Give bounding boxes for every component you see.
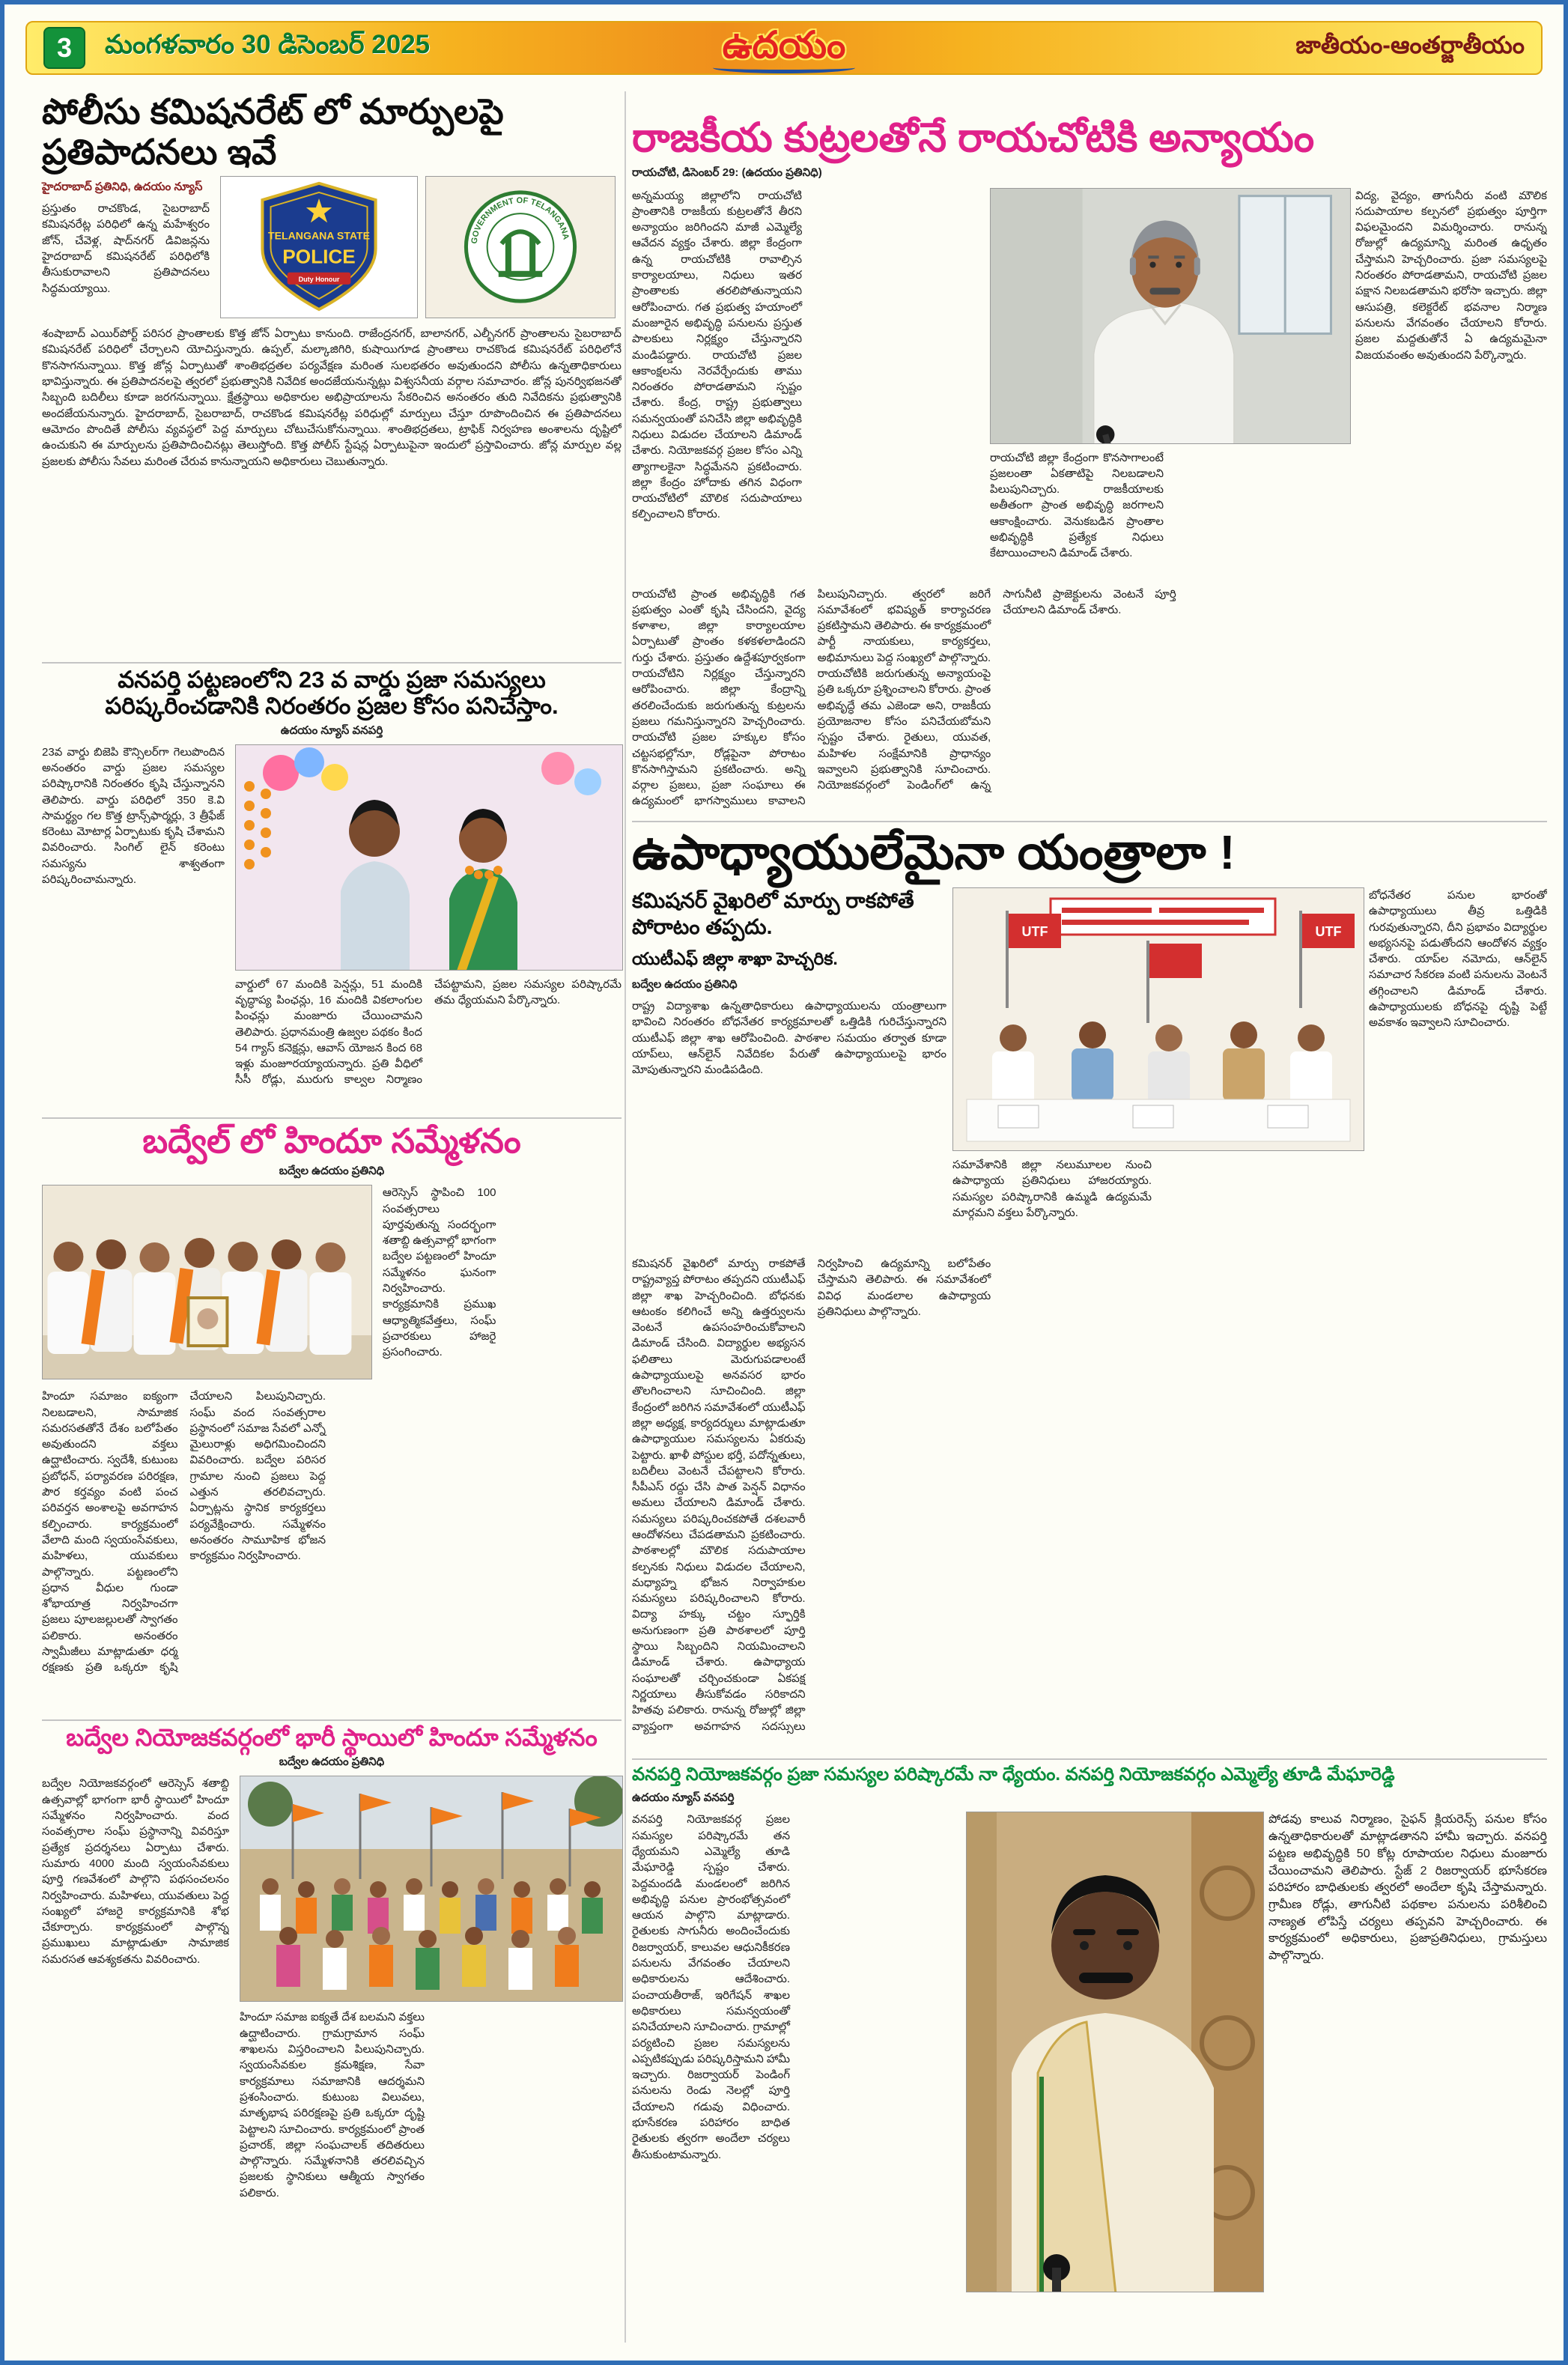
- byline: బద్వేల ఉదయం ప్రతినిధి: [632, 977, 738, 991]
- article-police-commissionerate: [42, 91, 622, 661]
- article-body: పోడవు కాలువ నిర్మాణం, సైఫన్ క్లియరెన్స్ పనుల కోసం ఉన్నతాధికారులతో మాట్లాడతానని హామీ ఇచ్చారు. వనపర్తి పట్టణ అభివృద్ధికి 50 కోట్ల రూపాయల నిధులు మంజూరు చేయించామని తెలిపారు. స్టేజ్ 2 రిజర్వాయర్ భూసేకరణ పరిహారం బాధితులకు త్వరలో అందేలా కృషి చేస్తామన్నారు. గ్రామీణ రోడ్లు, తాగునీటి పథకాల పనులను పరిశీలించి నాణ్యత లోపిస్తే చర్యలు తప్పవని హెచ్చరించారు. ఈ కార్యక్రమంలో అధికారులు, ప్రజాప్రతినిధులు, గ్రామస్తులు పాల్గొన్నారు.: [1268, 1813, 1547, 1963]
- photo-procession-image: [240, 1776, 622, 2001]
- byline: ఉదయం న్యూస్ వనపర్తి: [280, 723, 383, 737]
- article-body: వార్డులో 67 మందికి పెన్షన్లు, 51 మందికి వృద్ధాప్య పింఛన్లు, 16 మందికి వికలాంగుల పింఛన్లు మంజూరు చేయించామని తెలిపారు. ప్రధానమంత్రి ఉజ్వల పథకం కింద 54 గ్యాస్ కనెక్షన్లు, ఆవాస్ యోజన కింద 68 ఇళ్లు మంజూరయ్యాయన్నారు. ప్రతి వీధిలో సీసీ రోడ్లు, మురుగు కాల్వల నిర్మాణం చేపట్టామని, ప్రజల సమస్యల పరిష్కారమే తమ ధ్యేయమని పేర్కొన్నారు.: [235, 977, 622, 1087]
- article-rayachoti-injustice: [632, 115, 1547, 818]
- article-body: విద్య, వైద్యం, తాగునీరు వంటి మౌలిక సదుపాయాల కల్పనలో ప్రభుత్వం పూర్తిగా విఫలమైందని విమర్శించారు. రానున్న రోజుల్లో ఉద్యమాన్ని మరింత ఉధృతం చేస్తామని హెచ్చరించారు. ప్రజా సమస్యలపై నిరంతరం పోరాడతామని, రాయచోటి ప్రజల పక్షాన నిలబడతామని భరోసా ఇచ్చారు. జిల్లా ఆసుపత్రి, కలెక్టరేట్ భవనాల నిర్మాణ పనులను వేగవంతం చేయాలని కోరారు. ప్రజల మద్దతుతోనే ఏ ఉద్యమమైనా విజయవంతం అవుతుందని పేర్కొన్నారు.: [1355, 189, 1547, 362]
- section-rule: [42, 1117, 622, 1119]
- headline: పోలీసు కమిషనరేట్ లో మార్పులపై ప్రతిపాదనలు ఇవే: [42, 91, 504, 171]
- article-body: హిందూ సమాజ ఐక్యతే దేశ బలమని వక్తలు ఉద్ఘాటించారు. గ్రామగ్రామాన సంఘ్ శాఖలను విస్తరించాలని పిలుపునిచ్చారు. స్వయంసేవకుల క్రమశిక్షణ, సేవా కార్యక్రమాలు సమాజానికి ఆదర్శమని ప్రశంసించారు. కుటుంబ విలువలు, మాతృభాష పరిరక్షణపై ప్రతి ఒక్కరూ దృష్టి పెట్టాలని సూచించారు. కార్యక్రమంలో ప్రాంత ప్రచారక్, జిల్లా సంఘచాలక్ తదితరులు పాల్గొన్నారు. సమ్మేళనానికి తరలివచ్చిన ప్రజలకు స్థానికులు ఆత్మీయ స్వాగతం పలికారు.: [240, 2011, 425, 2199]
- photo-councillor-felicitation-image: [236, 745, 622, 970]
- svg-text:UTF: UTF: [1315, 923, 1342, 939]
- column-divider: [625, 91, 626, 2343]
- headline: బద్వేల నియోజకవర్గంలో భారీ స్థాయిలో హిందూ సమ్మేళనం: [66, 1724, 598, 1751]
- article-body: బద్వేల నియోజకవర్గంలో ఆరెస్సెస్ శతాబ్ది ఉత్సవాల్లో భాగంగా భారీ స్థాయిలో హిందూ సమ్మేళనం నిర్వహించారు. వంద సంవత్సరాల సంఘ్ ప్రస్థానాన్ని వివరిస్తూ ప్రత్యేక ప్రదర్శనలు ఏర్పాటు చేశారు. సుమారు 4000 మంది స్వయంసేవకులు పూర్తి గణవేశంలో పాల్గొని పథసంచలనం నిర్వహించారు. మహిళలు, యువతులు పెద్ద సంఖ్యలో హాజరై కార్యక్రమానికి శోభ చేకూర్చారు. కార్యక్రమంలో పాల్గొన్న ప్రముఖులు మాట్లాడుతూ సామాజిక సమరసత ఆవశ్యకతను వివరించారు.: [42, 1777, 229, 1966]
- svg-text:Duty Honour: Duty Honour: [298, 276, 340, 284]
- svg-text:UTF: UTF: [1021, 923, 1048, 939]
- telangana-government-emblem-image: [426, 177, 615, 318]
- article-body: రాయచోటి ప్రాంత అభివృద్ధికి గత ప్రభుత్వం ఎంతో కృషి చేసిందని, వైద్య కళాశాల, జిల్లా కార్యాలయాల ఏర్పాటుతో ప్రాంతం కళకళలాడిందని గుర్తు చేశారు. ప్రస్తుతం ఉద్దేశపూర్వకంగా రాయచోటిని నిర్లక్ష్యం చేస్తున్నారని ఆరోపించారు. జిల్లా కేంద్రాన్ని తరలించేందుకు జరుగుతున్న కుట్రలను ప్రజలు గమనిస్తున్నారని హెచ్చరించారు. రాయచోటి ప్రజల హక్కుల కోసం చట్టసభల్లోనూ, రోడ్లపైనా పోరాటం కొనసాగిస్తామని ప్రకటించారు. అన్ని వర్గాల ప్రజలు, ప్రజా సంఘాలు ఈ ఉద్యమంలో భాగస్వాములు కావాలని పిలుపునిచ్చారు. త్వరలో జరిగే సమావేశంలో భవిష్యత్ కార్యాచరణ ప్రకటిస్తామని తెలిపారు. ఈ కార్యక్రమంలో పార్టీ నాయకులు, కార్యకర్తలు, అభిమానులు పెద్ద సంఖ్యలో పాల్గొన్నారు. రాయచోటికి జరుగుతున్న అన్యాయంపై ప్రతి ఒక్కరూ ప్రశ్నించాలని కోరారు. ప్రాంత అభివృద్ధే తమ ఎజెండా అని, రాజకీయ ప్రయోజనాల కోసం పనిచేయబోమని స్పష్టం చేశారు. రైతులు, యువత, మహిళల సంక్షేమానికి ప్రాధాన్యం ఇవ్వాలని ప్రభుత్వానికి సూచించారు. నియోజకవర్గంలో పెండింగ్‌లో ఉన్న సాగునీటి ప్రాజెక్టులను వెంటనే పూర్తి చేయాలని డిమాండ్ చేశారు.: [632, 587, 1176, 808]
- headline: వనపర్తి పట్టణంలోని 23 వ వార్డు ప్రజా సమస్యలు పరిష్కరించడానికి నిరంతరం ప్రజల కోసం పనిచేస్తాం.: [105, 667, 559, 720]
- article-body: హిందూ సమాజం ఐక్యంగా నిలబడాలని, సామాజిక సమరసతతోనే దేశం బలోపేతం అవుతుందని వక్తలు ఉద్ఘాటించారు. స్వదేశీ, కుటుంబ ప్రబోధన్, పర్యావరణ పరిరక్షణ, పౌర కర్తవ్యం వంటి పంచ పరివర్తన అంశాలపై అవగాహన కల్పించారు. కార్యక్రమంలో వేలాది మంది స్వయంసేవకులు, మహిళలు, యువకులు పాల్గొన్నారు. పట్టణంలోని ప్రధాన వీధుల గుండా శోభాయాత్ర నిర్వహించగా ప్రజలు పూలజల్లులతో స్వాగతం పలికారు. అనంతరం స్వామీజీలు మాట్లాడుతూ ధర్మ రక్షణకు ప్రతి ఒక్కరూ కృషి చేయాలని పిలుపునిచ్చారు. సంఘ్ వంద సంవత్సరాల ప్రస్థానంలో సమాజ సేవలో ఎన్నో మైలురాళ్లు అధిగమించిందని వివరించారు. బద్వేల పరిసర గ్రామాల నుంచి ప్రజలు పెద్ద ఎత్తున తరలివచ్చారు. ఏర్పాట్లను స్థానిక కార్యకర్తలు పర్యవేక్షించారు. సమ్మేళనం అనంతరం సామూహిక భోజన కార్యక్రమం నిర్వహించారు.: [42, 1390, 326, 1675]
- article-teachers-machines: [632, 825, 1547, 1757]
- article-body: సమావేశానికి జిల్లా నలుమూలల నుంచి ఉపాధ్యాయ ప్రతినిధులు హాజరయ్యారు. సమస్యల పరిష్కారానికి ఉమ్మడి ఉద్యమమే మార్గమని వక్తలు పేర్కొన్నారు.: [952, 1158, 1152, 1219]
- masthead-logo: [713, 25, 855, 73]
- article-body: అన్నమయ్య జిల్లాలోని రాయచోటి ప్రాంతానికి రాజకీయ కుట్రలతోనే తీరని అన్యాయం జరిగిందని మాజీ ఎమ్మెల్యే ఆవేదన వ్యక్తం చేశారు. జిల్లా కేంద్రంగా ఉన్న రాయచోటికి రావాల్సిన కార్యాలయాలు, నిధులు ఇతర ప్రాంతాలకు తరలిపోతున్నాయని ఆరోపించారు. గత ప్రభుత్వ హయాంలో మంజూరైన అభివృద్ధి పనులను ప్రస్తుత పాలకులు నిర్లక్ష్యం చేస్తున్నారని మండిపడ్డారు. రాయచోటి ప్రజల ఆకాంక్షలను నెరవేర్చేందుకు తాము నిరంతరం పోరాడతామని స్పష్టం చేశారు. కేంద్ర, రాష్ట్ర ప్రభుత్వాలు సమన్వయంతో పనిచేసి జిల్లా అభివృద్ధికి నిధులు విడుదల చేయాలని డిమాండ్ చేశారు. నియోజకవర్గ ప్రజల కోసం ఎన్ని త్యాగాలకైనా సిద్ధమేనని ప్రకటించారు. జిల్లా కేంద్రం హోదాకు తగిన విధంగా రాయచోటిలో మౌలిక సదుపాయాలు కల్పించాలని కోరారు.: [632, 189, 802, 521]
- section-rule: [632, 821, 1547, 822]
- byline: బద్వేల ఉదయం ప్రతినిధి: [279, 1165, 385, 1178]
- page-number-badge: 3: [43, 27, 85, 69]
- edition-date: మంగళవారం 30 డిసెంబర్ 2025: [105, 30, 431, 59]
- byline: బద్వేల ఉదయం ప్రతినిధి: [279, 1755, 385, 1769]
- article-body: బోధనేతర పనుల భారంతో ఉపాధ్యాయులు తీవ్ర ఒత్తిడికి గురవుతున్నారని, దీని ప్రభావం విద్యార్థుల అభ్యసనపై పడుతోందని ఆందోళన వ్యక్తం చేశారు. యాప్‌ల నమోదు, ఆన్‌లైన్ సమాచార సేకరణ వంటి పనులను వెంటనే తగ్గించాలని డిమాండ్ చేశారు. ఉపాధ్యాయులకు బోధనపై దృష్టి పెట్టే అవకాశం ఇవ్వాలని సూచించారు.: [1369, 888, 1547, 1030]
- svg-text:POLICE: POLICE: [282, 245, 356, 268]
- svg-text:GOVERNMENT OF TELANGANA: GOVERNMENT OF TELANGANA: [470, 196, 571, 245]
- svg-text:TELANGANA STATE: TELANGANA STATE: [268, 229, 370, 242]
- section-rule: [632, 1758, 1547, 1760]
- telangana-police-badge-image: [221, 177, 417, 318]
- photo-leader-speaking-image: [991, 189, 1350, 443]
- article-body: 23వ వార్డు బిజెపి కౌన్సిలర్‌గా గెలుపొందిన అనంతరం వార్డు ప్రజల సమస్యల పరిష్కారానికి నిరంతరం కృషి చేస్తున్నానని తెలిపారు. వార్డు పరిధిలో 350 కె.వి సామర్థ్యం గల కొత్త ట్రాన్స్‌ఫార్మర్లు, 3 త్రీఫేజ్ కరెంటు మోటార్ల ఏర్పాటుకు కృషి చేశామని వివరించారు. సింగిల్ లైన్ కరెంటు సమస్యను శాశ్వతంగా పరిష్కరించామన్నారు.: [42, 745, 225, 887]
- photo-utf-meeting-image: [953, 888, 1364, 1150]
- headline: ఉపాధ్యాయులేమైనా యంత్రాలా !: [632, 825, 1236, 879]
- subheadline-warning: యుటీఎఫ్ జిల్లా శాఖా హెచ్చరిక.: [632, 948, 838, 968]
- headline: బద్వేల్ లో హిందూ సమ్మేళనం: [142, 1122, 521, 1160]
- headline: వనపర్తి నియోజకవర్గం ప్రజా సమస్యల పరిష్కారమే నా ధ్యేయం. వనపర్తి నియోజకవర్గం ఎమ్మెల్యే తూడి మేఘారెడ్డి: [632, 1764, 1395, 1785]
- article-mla-meghareddy: [632, 1763, 1547, 2340]
- article-body: కమిషనర్ వైఖరిలో మార్పు రాకపోతే రాష్ట్రవ్యాప్త పోరాటం తప్పదని యుటీఎఫ్ జిల్లా శాఖ హెచ్చరించింది. బోధనకు ఆటంకం కలిగించే అన్ని ఉత్తర్వులను వెంటనే ఉపసంహరించుకోవాలని డిమాండ్ చేసింది. విద్యార్థుల అభ్యసన ఫలితాలు మెరుగుపడాలంటే ఉపాధ్యాయులపై అనవసర భారం తొలగించాలని సూచించింది. జిల్లా కేంద్రంలో జరిగిన సమావేశంలో యుటీఎఫ్ జిల్లా అధ్యక్ష, కార్యదర్శులు మాట్లాడుతూ ఉపాధ్యాయుల సమస్యలను ఏకరువు పెట్టారు. ఖాళీ పోస్టుల భర్తీ, పదోన్నతులు, బదిలీలు వెంటనే చేపట్టాలని కోరారు. సీపీఎస్ రద్దు చేసి పాత పెన్షన్ విధానం అమలు చేయాలని డిమాండ్ చేశారు. సమస్యలు పరిష్కరించకపోతే దశలవారీ ఆందోళనలు చేపడతామని ప్రకటించారు. పాఠశాలల్లో మౌలిక సదుపాయాల కల్పనకు నిధులు విడుదల చేయాలని, మధ్యాహ్న భోజన నిర్వాహకుల సమస్యలు పరిష్కరించాలని కోరారు. విద్యా హక్కు చట్టం స్ఫూర్తికి అనుగుణంగా ప్రతి పాఠశాలలో పూర్తి స్థాయి సిబ్బందిని నియమించాలని డిమాండ్ చేశారు. ఉపాధ్యాయ సంఘాలతో చర్చించకుండా ఏకపక్ష నిర్ణయాలు తీసుకోవడం సరికాదని హితవు పలికారు. రానున్న రోజుల్లో జిల్లా వ్యాప్తంగా అవగాహన సదస్సులు నిర్వహించి ఉద్యమాన్ని బలోపేతం చేస్తామని తెలిపారు. ఈ సమావేశంలో వివిధ మండలాల ఉపాధ్యాయ ప్రతినిధులు పాల్గొన్నారు.: [632, 1257, 991, 1733]
- byline: ఉదయం న్యూస్ వనపర్తి: [632, 1791, 735, 1805]
- article-ward23-counsellor: [42, 667, 622, 1116]
- section-rule: [42, 662, 622, 664]
- edition-label: జాతీయం-ఆంతర్జాతీయం: [1295, 31, 1525, 58]
- dateline: రాయచోటి, డిసెంబర్ 29: (ఉదయం ప్రతినిధి): [632, 166, 822, 179]
- photo-sammelan-group-image: [43, 1185, 371, 1379]
- masthead: [25, 21, 1543, 75]
- article-body: ప్రస్తుతం రాచకొండ, సైబరాబాద్ కమిషనరేట్ల పరిధిలో ఉన్న మహేశ్వరం జోన్, చేవెళ్ల, షాద్‌నగర్ డివిజన్లను హైదరాబాద్ కమిషనరేట్ పరిధిలోకి తీసుకురావాలని ప్రతిపాదనలు సిద్ధమయ్యాయి.: [42, 202, 210, 295]
- masthead-title: ఉదయం: [722, 24, 846, 66]
- subheadline: కమిషనర్ వైఖరిలో మార్పు రాకపోతే పోరాటం తప్పదు.: [632, 888, 914, 938]
- photo-mla-speaking-image: [967, 1812, 1263, 2292]
- article-body: రాష్ట్ర విద్యాశాఖ ఉన్నతాధికారులు ఉపాధ్యాయులను యంత్రాలుగా భావించి నిరంతరం బోధనేతర కార్యక్రమాలతో ఒత్తిడికి గురిచేస్తున్నారని యుటీఎఫ్ జిల్లా శాఖ ఆరోపించింది. పాఠశాల సమయం తర్వాత కూడా యాప్‌లు, ఆన్‌లైన్ నివేదికల పేరుతో ఉపాధ్యాయులపై భారం మోపుతున్నారని మండిపడింది.: [632, 999, 946, 1077]
- article-body: ఆరెస్సెస్ స్థాపించి 100 సంవత్సరాలు పూర్తవుతున్న సందర్భంగా శతాబ్ది ఉత్సవాల్లో భాగంగా బద్వేల పట్టణంలో హిందూ సమ్మేళనం ఘనంగా నిర్వహించారు. కార్యక్రమానికి ప్రముఖ ఆధ్యాత్మికవేత్తలు, సంఘ్ ప్రచారకులు హాజరై ప్రసంగించారు.: [382, 1186, 496, 1359]
- article-body: రాయచోటి జిల్లా కేంద్రంగా కొనసాగాలంటే ప్రజలంతా ఏకతాటిపై నిలబడాలని పిలుపునిచ్చారు. రాజకీయాలకు అతీతంగా ప్రాంత అభివృద్ధి జరగాలని ఆకాంక్షించారు. వెనుకబడిన ప్రాంతాల అభివృద్ధికి ప్రత్యేక నిధులు కేటాయించాలని డిమాండ్ చేశారు.: [990, 451, 1164, 560]
- article-badvel-hindu-sammelan: [42, 1122, 622, 1716]
- article-body: వనపర్తి నియోజకవర్గ ప్రజల సమస్యల పరిష్కారమే తన ధ్యేయమని ఎమ్మెల్యే తూడి మేఘారెడ్డి స్పష్టం చేశారు. పెద్దమందడి మండలంలో జరిగిన అభివృద్ధి పనుల ప్రారంభోత్సవంలో ఆయన పాల్గొని మాట్లాడారు. రైతులకు సాగునీరు అందించేందుకు రిజర్వాయర్, కాలువల ఆధునికీకరణ పనులను వేగవంతం చేయాలని అధికారులను ఆదేశించారు. పంచాయతీరాజ్, ఇరిగేషన్ శాఖల అధికారులు సమన్వయంతో పనిచేయాలని సూచించారు. గ్రామాల్లో పర్యటించి ప్రజల సమస్యలను ఎప్పటికప్పుడు పరిష్కరిస్తామని హామీ ఇచ్చారు. రిజర్వాయర్ పెండింగ్ పనులను రెండు నెలల్లో పూర్తి చేయాలని గడువు విధించారు. భూసేకరణ పరిహారం బాధిత రైతులకు త్వరగా అందేలా చర్యలు తీసుకుంటామన్నారు.: [632, 1813, 790, 2161]
- article-images: [220, 176, 616, 318]
- headline: రాజకీయ కుట్రలతోనే రాయచోటికి అన్యాయం: [632, 115, 1315, 160]
- article-body: శంషాబాద్ ఎయిర్‌పోర్ట్ పరిసర ప్రాంతాలకు కొత్త జోన్ ఏర్పాటు కానుంది. రాజేంద్రనగర్, బాలానగర్, ఎల్బీనగర్ ప్రాంతాలను సైబరాబాద్ కమిషనరేట్ పరిధిలో చేర్చాలని యోచిస్తున్నారు. ఉప్పల్, మల్కాజిగిరి, కుషాయిగూడ ప్రాంతాలు రాచకొండ కమిషనరేట్ పరిధిలోనే కొనసాగనున్నాయి. కొత్త జోన్ల ఏర్పాటుతో శాంతిభద్రతల పర్యవేక్షణ మరింత సులభతరం అవుతుందని పోలీసు ఉన్నతాధికారులు భావిస్తున్నారు. ఈ ప్రతిపాదనలపై త్వరలో ప్రభుత్వానికి నివేదిక అందజేయనున్నట్లు విశ్వసనీయ వర్గాల సమాచారం. జోన్ల పునర్విభజనతో సిబ్బంది బదిలీలు కూడా జరగనున్నాయి. క్షేత్రస్థాయి అధికారుల అభిప్రాయాలను సేకరించిన అనంతరం తుది నివేదికను ప్రభుత్వానికి అందజేయనున్నారు. హైదరాబాద్, సైబరాబాద్, రాచకొండ కమిషనరేట్ల పరిధుల్లో మార్పులు చేస్తూ రూపొందించిన ఈ ప్రతిపాదనలు ఆమోదం పొందితే పోలీసు వ్యవస్థలో పెద్ద మార్పులు చోటుచేసుకోనున్నాయి. శాంతిభద్రతలు, ట్రాఫిక్ నిర్వహణ అంశాలను దృష్టిలో ఉంచుకుని ఈ మార్పులను ప్రతిపాదించినట్లు తెలుస్తోంది. కొత్త పోలీస్ స్టేషన్ల ఏర్పాటుపైనా ఇందులో ప్రస్తావించారు. జోన్ల మార్పుల వల్ల ప్రజలకు పోలీసు సేవలు మరింత చేరువ కానున్నాయని అధికారులు చెబుతున్నారు.: [42, 327, 622, 468]
- article-badvel-constituency-sammelan: [42, 1724, 622, 2341]
- byline: హైదరాబాద్ ప్రతినిధి, ఉదయం న్యూస్: [42, 180, 203, 194]
- section-rule: [42, 1719, 622, 1721]
